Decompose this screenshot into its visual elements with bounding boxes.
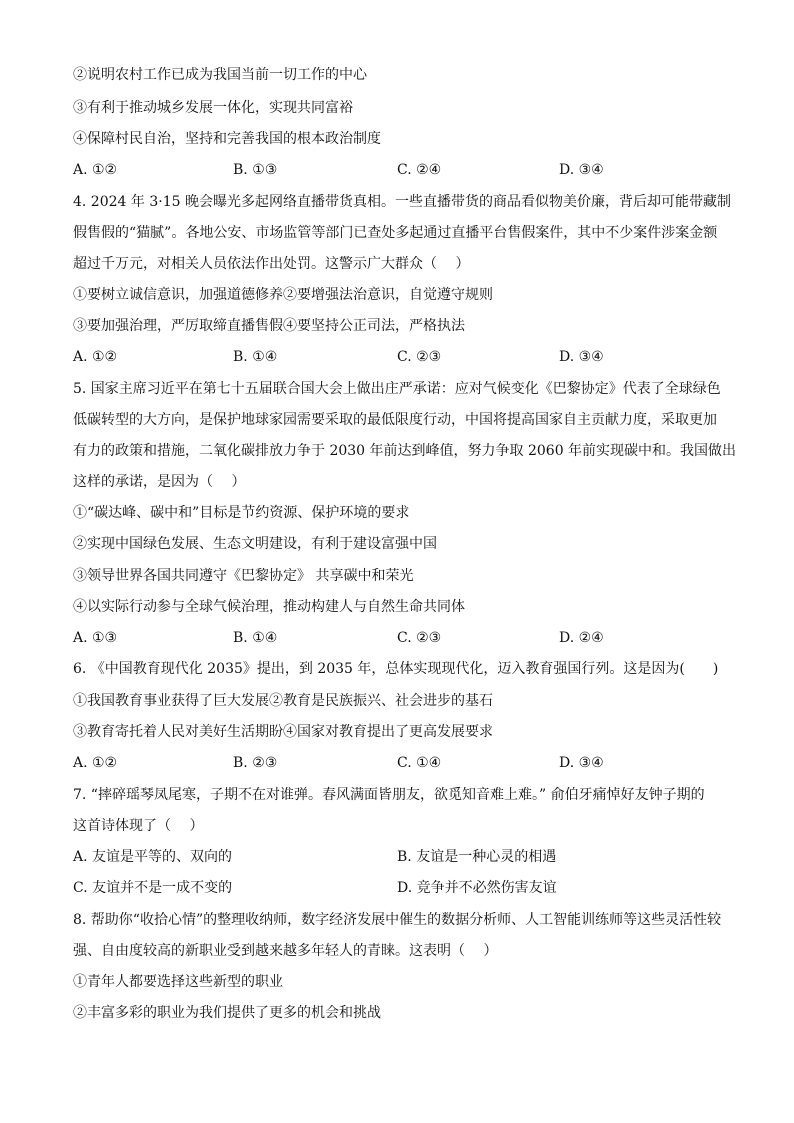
q3-options <box>73 160 733 180</box>
q7-option-a: A. 友谊是平等的、双向的 <box>73 849 233 865</box>
q3-item-2: ②说明农村工作已成为我国当前一切工作的中心 <box>73 67 367 83</box>
q6-options <box>73 753 733 773</box>
q4-item-1: ①要树立诚信意识，加强道德修养②要增强法治意识，自觉遵守规则 <box>73 287 493 303</box>
q6-option-b: B. ②③ <box>233 755 278 771</box>
q5-option-b: B. ①④ <box>233 630 278 646</box>
q4-stem-line-2: 假售假的“猫腻”。各地公安、市场监管等部门已查处多起通过直播平台售假案件，其中不少案件涉案金额 <box>73 225 718 241</box>
q8-stem-line-1: 8. 帮助你“收拾心情”的整理收纳师，数字经济发展中催生的数据分析师、人工智能训练师等这些灵活性较 <box>73 912 722 928</box>
q7-stem-line-2: 这首诗体现了（ ） <box>73 818 204 834</box>
q4-option-d: D. ③④ <box>559 349 604 365</box>
q5-option-a: A. ①③ <box>73 630 118 646</box>
q6-stem-line-1: 6. 《中国教育现代化 2035》提出，到 2035 年，总体实现现代化，迈入教育强国行列。这是因为( ) <box>73 661 719 677</box>
q7-stem-line-1: 7. “摔碎瑶琴凤尾寒，子期不在对谁弹。春风满面皆朋友，欲觅知音难上难。” 俞伯牙痛悼好友钟子期的 <box>73 787 705 803</box>
q8-item-1: ①青年人都要选择这些新型的职业 <box>73 974 283 990</box>
q7-options-row-2 <box>73 878 733 898</box>
q3-option-b: B. ①③ <box>233 162 278 178</box>
q7-option-d: D. 竞争并不必然伤害友谊 <box>397 880 557 896</box>
q8-stem-line-2: 强、自由度较高的新职业受到越来越多年轻人的青睐。这表明（ ） <box>73 943 498 959</box>
q4-item-2: ③要加强治理，严厉取缔直播售假④要坚持公正司法，严格执法 <box>73 318 465 334</box>
q3-item-4: ④保障村民自治，坚持和完善我国的根本政治制度 <box>73 131 381 147</box>
q5-stem-line-4: 这样的承诺，是因为（ ） <box>73 474 246 490</box>
q3-option-c: C. ②④ <box>397 162 442 178</box>
q5-option-c: C. ②③ <box>397 630 442 646</box>
q5-item-4: ④以实际行动参与全球气候治理，推动构建人与自然生命共同体 <box>73 599 465 615</box>
q6-option-a: A. ①② <box>73 755 118 771</box>
q6-item-1: ①我国教育事业获得了巨大发展②教育是民族振兴、社会进步的基石 <box>73 693 493 709</box>
q5-stem-line-3: 有力的政策和措施，二氧化碳排放力争于 2030 年前达到峰值，努力争取 2060 年前实现碳中和。我国做出 <box>73 443 737 459</box>
q4-option-c: C. ②③ <box>397 349 442 365</box>
q6-option-d: D. ③④ <box>559 755 604 771</box>
q4-option-a: A. ①② <box>73 349 118 365</box>
q5-option-d: D. ②④ <box>559 630 604 646</box>
q7-options-row-1 <box>73 847 733 867</box>
q6-option-c: C. ①④ <box>397 755 442 771</box>
q5-item-2: ②实现中国绿色发展、生态文明建设，有利于建设富强中国 <box>73 536 437 552</box>
q7-option-b: B. 友谊是一种心灵的相遇 <box>397 849 557 865</box>
q8-item-2: ②丰富多彩的职业为我们提供了更多的机会和挑战 <box>73 1005 381 1021</box>
q5-stem-line-1: 5. 国家主席习近平在第七十五届联合国大会上做出庄严承诺：应对气候变化《巴黎协定》代表了全球绿色 <box>73 381 721 397</box>
q5-options <box>73 628 733 648</box>
q3-item-3: ③有利于推动城乡发展一体化，实现共同富裕 <box>73 100 353 116</box>
q5-stem-line-2: 低碳转型的大方向，是保护地球家园需要采取的最低限度行动，中国将提高国家自主贡献力度，采取更加 <box>73 412 717 428</box>
q4-stem-line-3: 超过千万元，对相关人员依法作出处罚。这警示广大群众（ ） <box>73 256 470 272</box>
q7-option-c: C. 友谊并不是一成不变的 <box>73 880 233 896</box>
q4-stem-line-1: 4. 2024 年 3·15 晚会曝光多起网络直播带货真相。一些直播带货的商品看似物美价廉，背后却可能带藏制 <box>73 194 731 210</box>
q4-options <box>73 347 733 367</box>
q5-item-1: ①“碳达峰、碳中和”目标是节约资源、保护环境的要求 <box>73 505 410 521</box>
q5-item-3: ③领导世界各国共同遵守《巴黎协定》 共享碳中和荣光 <box>73 568 414 584</box>
q6-item-2: ③教育寄托着人民对美好生活期盼④国家对教育提出了更高发展要求 <box>73 724 493 740</box>
q4-option-b: B. ①④ <box>233 349 278 365</box>
q3-option-a: A. ①② <box>73 162 118 178</box>
q3-option-d: D. ③④ <box>559 162 604 178</box>
